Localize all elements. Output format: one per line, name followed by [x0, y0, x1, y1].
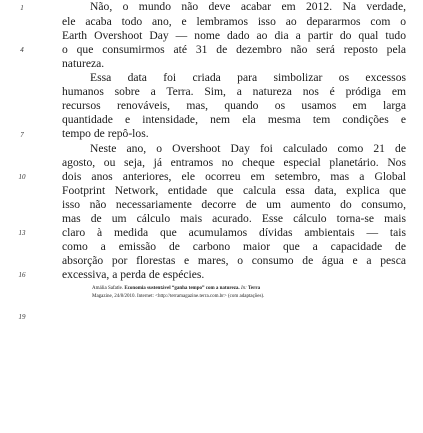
- line-number-16: 16: [18, 271, 26, 279]
- line-number-1: 1: [20, 4, 24, 12]
- line-number-4: 4: [20, 46, 24, 54]
- text-line: claro à medida que acumulamos dívidas ambientais — tais: [62, 226, 406, 239]
- text-line: Footprint Network, entidade que calcula essa data, explica que: [62, 184, 406, 197]
- text-line: Earth Overshoot Day — nome dado ao dia a partir do qual tudo: [62, 29, 406, 42]
- text-line: Neste ano, o Overshoot Day foi calculado como 21 de: [90, 142, 406, 155]
- text-line: humanos sobre a Terra. Sim, a natureza nos é pródiga em: [62, 85, 406, 98]
- text-line: como a emissão de carbono maior que a capacidade de: [62, 240, 406, 253]
- line-number-7: 7: [20, 131, 24, 139]
- text-line: absorção por florestas e mares, o consumo de água e a pesca: [62, 254, 406, 267]
- text-line: natureza.: [62, 57, 105, 70]
- line-number-13: 13: [18, 229, 26, 237]
- text-line: isso não necessariamente decorre de um aumento do consumo,: [62, 198, 406, 211]
- text-line: dois anos anteriores, ele ocorreu em setembro, mas a Global: [62, 170, 406, 183]
- text-line: agosto, ou seja, já entramos no cheque especial planetário. Nos: [62, 156, 406, 169]
- text-line: quantidade e intensidade, nem ela mesma tem condições e: [62, 113, 406, 126]
- text-line: Não, o mundo não deve acabar em 2012. Na verdade,: [90, 0, 406, 13]
- line-number-19: 19: [18, 313, 26, 321]
- source-publication: Terra: [248, 286, 261, 291]
- text-line: ele acaba todo ano, e lembramos isso ao depararmos com o: [62, 15, 406, 28]
- source-title: Economia sustentável “ganha tempo” com a natureza.: [124, 286, 240, 291]
- text-line: excessiva, a perda de espécies.: [62, 268, 205, 281]
- text-line: o que consumirmos até 31 de dezembro não será reposto pela: [62, 43, 406, 56]
- source-citation-line2: Magazine, 24/8/2010. Internet: <http://terramagazine.terra.com.br> (com adaptações).: [92, 294, 265, 299]
- text-line: recursos renováveis, mas, quando os usamos em larga: [62, 99, 406, 112]
- text-line: mas de um cálculo mais acurado. Esse cálculo torna-se mais: [62, 212, 406, 225]
- line-number-10: 10: [18, 173, 26, 181]
- text-line: Essa data foi criada para simbolizar os excessos: [90, 71, 406, 84]
- source-author: Amália Safatle.: [92, 286, 124, 291]
- text-line: tempo de repô-los.: [62, 127, 149, 140]
- source-in-label: In:: [240, 286, 247, 291]
